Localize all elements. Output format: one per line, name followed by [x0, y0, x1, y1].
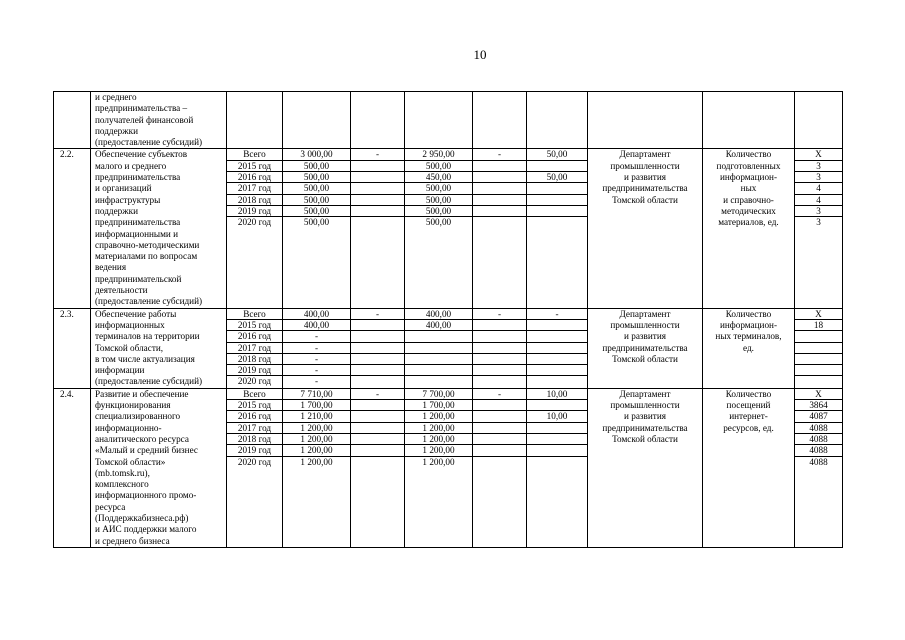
- cell-fed: [351, 149, 405, 308]
- cell: 2016 год: [227, 411, 282, 422]
- cell-extra: [527, 149, 588, 308]
- text-line: методических: [721, 205, 776, 216]
- cell: 400,00: [303, 308, 330, 319]
- indicator-values-column: [795, 149, 842, 227]
- cell-fed: [351, 308, 405, 388]
- cell: 500,00: [283, 183, 350, 194]
- cell: 1 200,00: [405, 411, 472, 422]
- cell-indicator-values: [795, 308, 843, 388]
- cell: [473, 422, 526, 433]
- cell-empty: [588, 92, 703, 149]
- cell-empty: [473, 92, 527, 149]
- cell-num: 2.2.: [54, 149, 91, 308]
- table-row: [54, 388, 843, 547]
- cell: [527, 331, 587, 342]
- cell: [405, 376, 472, 387]
- cell: 500,00: [283, 205, 350, 216]
- local-column: [473, 309, 526, 387]
- cell-total: [283, 308, 351, 388]
- cell: 500,00: [405, 217, 472, 228]
- cell-num: [54, 92, 91, 149]
- cell: 4: [795, 183, 842, 194]
- total-column: [283, 389, 350, 467]
- cell: 500,00: [283, 160, 350, 171]
- extra-budget-column: [527, 309, 587, 387]
- cell: 500,00: [283, 217, 350, 228]
- cell: 2019 год: [227, 205, 282, 216]
- text-line: интернет-: [729, 411, 768, 422]
- cell: [795, 353, 842, 364]
- cell: 4088: [795, 433, 842, 444]
- cell: [527, 400, 587, 411]
- cell: [405, 353, 472, 364]
- cell: -: [375, 388, 380, 399]
- text-line: предпринимательства –: [95, 103, 188, 114]
- cell: 1 200,00: [405, 456, 472, 467]
- cell-fed: [351, 388, 405, 547]
- cell: 50,00: [546, 149, 568, 160]
- cell: 3: [795, 172, 842, 183]
- cell: [473, 400, 526, 411]
- text-line: предпринимательства: [602, 342, 688, 353]
- cell: -: [375, 308, 380, 319]
- cell: [473, 319, 526, 330]
- indicator-values-column: [795, 309, 842, 387]
- cell-indicator-values: [795, 149, 843, 308]
- cell: 1 200,00: [405, 445, 472, 456]
- cell: 2016 год: [227, 331, 282, 342]
- text-line: Томской области,: [95, 342, 164, 353]
- cell-activity-name: [91, 388, 227, 547]
- text-line: предпринимательской: [95, 273, 182, 284]
- text-line: и среднего: [95, 92, 137, 102]
- text-line: и развития: [624, 331, 666, 342]
- text-line: информационных: [95, 319, 165, 330]
- cell: 4088: [795, 456, 842, 467]
- cell: [473, 217, 526, 228]
- cell: 2018 год: [227, 433, 282, 444]
- cell: [351, 342, 404, 353]
- text-line: Департамент: [619, 149, 671, 160]
- cell: -: [283, 342, 350, 353]
- cell: 2017 год: [227, 183, 282, 194]
- cell: [351, 160, 404, 171]
- text-line: Обеспечение субъектов: [95, 149, 188, 160]
- cell-loc: [473, 308, 527, 388]
- cell: 4087: [795, 411, 842, 422]
- text-line: Департамент: [619, 308, 671, 319]
- cell-total: [283, 388, 351, 547]
- cell: [527, 183, 587, 194]
- cell: [351, 411, 404, 422]
- text-line: Количество: [725, 308, 772, 319]
- text-line: и развития: [624, 411, 666, 422]
- federal-column: [351, 309, 404, 387]
- text-line: Количество: [725, 149, 772, 160]
- text-line: в том числе актуализация: [95, 353, 195, 364]
- cell: 2020 год: [227, 217, 282, 228]
- text-line: информационно-: [95, 422, 162, 433]
- text-line: справочно-методическими: [95, 239, 200, 250]
- cell: 400,00: [425, 308, 452, 319]
- table-row: [54, 308, 843, 388]
- text-line: инфраструктуры: [95, 194, 161, 205]
- cell: [527, 422, 587, 433]
- cell: [351, 353, 404, 364]
- text-line: материалами по вопросам: [95, 251, 198, 262]
- text-line: предпринимательства: [602, 422, 688, 433]
- cell: -: [497, 149, 502, 160]
- cell-empty: [227, 92, 283, 149]
- page-number: 10: [473, 47, 487, 62]
- cell: 500,00: [405, 205, 472, 216]
- cell: 2015 год: [227, 319, 282, 330]
- cell: 4088: [795, 422, 842, 433]
- cell: [351, 172, 404, 183]
- cell-loc: [473, 388, 527, 547]
- total-column: [283, 309, 350, 387]
- cell: 2019 год: [227, 445, 282, 456]
- cell: [351, 319, 404, 330]
- cell: -: [555, 308, 559, 319]
- cell: [795, 365, 842, 376]
- cell: 3: [795, 205, 842, 216]
- cell: Всего: [243, 149, 266, 160]
- cell: [527, 160, 587, 171]
- text-line: ресурсов, ед.: [723, 422, 774, 433]
- text-line: и среднего бизнеса: [95, 535, 170, 546]
- cell: 500,00: [405, 194, 472, 205]
- cell: 3 000,00: [300, 149, 333, 160]
- cell: 3: [795, 217, 842, 228]
- text-line: Томской области: [612, 433, 678, 444]
- text-line: промышленности: [610, 400, 680, 411]
- cell: 50,00: [527, 172, 587, 183]
- cell-total: [283, 149, 351, 308]
- text-line: (предоставление субсидий): [95, 296, 203, 307]
- program-activities-table: [53, 91, 843, 548]
- text-line: ресурса: [95, 501, 126, 512]
- text-line: ных: [740, 183, 757, 194]
- text-line: и организаций: [95, 183, 152, 194]
- cell: -: [283, 376, 350, 387]
- cell: [473, 411, 526, 422]
- cell: [351, 433, 404, 444]
- cell-num: 2.4.: [54, 388, 91, 547]
- cell: [473, 331, 526, 342]
- cell-indicator: [703, 308, 795, 388]
- text-line: Томской области: [612, 194, 678, 205]
- cell: 1 200,00: [283, 433, 350, 444]
- period-column: [227, 309, 282, 387]
- text-line: информации: [95, 365, 145, 376]
- cell-reg: [405, 388, 473, 547]
- cell-empty: [405, 92, 473, 149]
- cell-periods: [227, 149, 283, 308]
- cell: 2020 год: [227, 376, 282, 387]
- text-line: терминалов на территории: [95, 331, 200, 342]
- text-line: Развитие и обеспечение: [95, 388, 189, 399]
- cell-periods: [227, 388, 283, 547]
- cell: 500,00: [283, 172, 350, 183]
- cell: [351, 422, 404, 433]
- cell: [527, 445, 587, 456]
- cell: -: [283, 331, 350, 342]
- cell: [527, 319, 587, 330]
- cell: [473, 183, 526, 194]
- cell-activity-name: [91, 308, 227, 388]
- text-line: ных терминалов,: [715, 331, 782, 342]
- cell-num: 2.3.: [54, 308, 91, 388]
- cell: 2017 год: [227, 342, 282, 353]
- cell-empty: [527, 92, 588, 149]
- extra-budget-column: [527, 149, 587, 227]
- cell: [473, 194, 526, 205]
- cell: [405, 331, 472, 342]
- text-line: функционирования: [95, 400, 171, 411]
- cell: 7 710,00: [300, 388, 333, 399]
- cell: 1 700,00: [283, 400, 350, 411]
- text-line: поддержки: [95, 205, 138, 216]
- cell: [527, 217, 587, 228]
- cell: [473, 445, 526, 456]
- cell: Всего: [243, 388, 266, 399]
- cell-activity-name: [91, 92, 227, 149]
- cell-department: [588, 149, 703, 308]
- cell: 2015 год: [227, 400, 282, 411]
- cell: [405, 365, 472, 376]
- cell: [527, 456, 587, 467]
- cell: 7 700,00: [422, 388, 455, 399]
- cell: [473, 456, 526, 467]
- text-line: аналитического ресурса: [95, 433, 189, 444]
- cell: 2 950,00: [422, 149, 455, 160]
- text-line: информационными и: [95, 228, 179, 239]
- text-line: подготовленных: [716, 160, 781, 171]
- cell: Всего: [243, 308, 266, 319]
- text-line: и АИС поддержки малого: [95, 524, 197, 535]
- cell: 18: [795, 319, 842, 330]
- cell: 400,00: [405, 319, 472, 330]
- total-column: [283, 149, 350, 227]
- text-line: поддержки: [95, 125, 138, 136]
- cell-activity-name: [91, 149, 227, 308]
- cell: Х: [815, 149, 822, 160]
- federal-column: [351, 149, 404, 227]
- text-line: промышленности: [610, 160, 680, 171]
- cell: 1 200,00: [283, 445, 350, 456]
- text-line: Обеспечение работы: [95, 308, 177, 319]
- cell-reg: [405, 308, 473, 388]
- text-line: и справочно-: [723, 194, 774, 205]
- text-line: комплексного: [95, 479, 149, 490]
- table-row-continuation: [54, 92, 843, 149]
- text-line: специализированного: [95, 411, 181, 422]
- text-line: Томской области»: [95, 456, 166, 467]
- text-line: предпринимательства: [95, 172, 181, 183]
- local-column: [473, 389, 526, 467]
- cell: [351, 376, 404, 387]
- text-line: посещений: [726, 400, 771, 411]
- cell: 450,00: [405, 172, 472, 183]
- cell: 1 200,00: [283, 456, 350, 467]
- cell: [473, 376, 526, 387]
- cell: [351, 365, 404, 376]
- cell: -: [283, 365, 350, 376]
- cell: 2016 год: [227, 172, 282, 183]
- cell-loc: [473, 149, 527, 308]
- cell: [351, 445, 404, 456]
- cell-reg: [405, 149, 473, 308]
- cell-empty: [703, 92, 795, 149]
- cell: 4: [795, 194, 842, 205]
- cell: [795, 376, 842, 387]
- cell: [351, 400, 404, 411]
- cell: 3864: [795, 400, 842, 411]
- extra-budget-column: [527, 389, 587, 467]
- cell: [527, 433, 587, 444]
- text-line: промышленности: [610, 319, 680, 330]
- cell: 2020 год: [227, 456, 282, 467]
- cell: [351, 456, 404, 467]
- cell: [795, 331, 842, 342]
- text-line: Томской области: [612, 353, 678, 364]
- text-line: информационного промо-: [95, 490, 197, 501]
- cell-periods: [227, 308, 283, 388]
- cell: [527, 376, 587, 387]
- cell: [527, 342, 587, 353]
- cell: [527, 365, 587, 376]
- cell: [473, 365, 526, 376]
- text-line: ведения: [95, 262, 127, 273]
- cell-department: [588, 388, 703, 547]
- cell: 1 200,00: [405, 433, 472, 444]
- cell: [351, 205, 404, 216]
- cell-indicator: [703, 149, 795, 308]
- cell: 2018 год: [227, 353, 282, 364]
- regional-column: [405, 389, 472, 467]
- text-line: Количество: [725, 388, 772, 399]
- cell: [527, 194, 587, 205]
- cell: -: [375, 149, 380, 160]
- cell: 10,00: [546, 388, 568, 399]
- cell: 3: [795, 160, 842, 171]
- cell: 1 200,00: [283, 422, 350, 433]
- text-line: «Малый и средний бизнес: [95, 445, 198, 456]
- cell: 500,00: [405, 160, 472, 171]
- cell: [473, 342, 526, 353]
- cell: 10,00: [527, 411, 587, 422]
- text-line: предпринимательства: [602, 183, 688, 194]
- cell-indicator-values: [795, 388, 843, 547]
- cell: -: [497, 388, 502, 399]
- text-line: материалов, ед.: [718, 217, 779, 228]
- text-line: (Поддержкабизнеса.рф): [95, 512, 189, 523]
- cell: 500,00: [405, 183, 472, 194]
- local-column: [473, 149, 526, 227]
- period-column: [227, 389, 282, 467]
- text-line: (предоставление субсидий): [95, 376, 203, 387]
- cell: 4088: [795, 445, 842, 456]
- cell: [351, 183, 404, 194]
- text-line: (mb.tomsk.ru),: [95, 467, 150, 478]
- cell: [473, 172, 526, 183]
- cell: 2015 год: [227, 160, 282, 171]
- cell: [473, 353, 526, 364]
- cell-empty: [351, 92, 405, 149]
- cell: 1 200,00: [405, 422, 472, 433]
- cell: 500,00: [283, 194, 350, 205]
- text-line: предпринимательства: [95, 217, 181, 228]
- cell: [473, 205, 526, 216]
- cell-empty: [283, 92, 351, 149]
- text-line: информацион-: [719, 172, 778, 183]
- cell: Х: [815, 388, 822, 399]
- regional-column: [405, 149, 472, 227]
- text-line: ед.: [743, 342, 754, 353]
- cell: [405, 342, 472, 353]
- cell: [351, 194, 404, 205]
- text-line: информацион-: [719, 319, 778, 330]
- table-row: [54, 149, 843, 308]
- text-line: и развития: [624, 172, 666, 183]
- cell: 2017 год: [227, 422, 282, 433]
- cell-extra: [527, 308, 588, 388]
- cell: -: [283, 353, 350, 364]
- cell: [351, 331, 404, 342]
- indicator-values-column: [795, 389, 842, 467]
- cell-empty: [795, 92, 843, 149]
- cell: 2018 год: [227, 194, 282, 205]
- cell: [473, 160, 526, 171]
- text-line: (предоставление субсидий): [95, 137, 203, 148]
- text-line: малого и среднего: [95, 160, 167, 171]
- cell-indicator: [703, 388, 795, 547]
- cell: 400,00: [283, 319, 350, 330]
- text-line: получателей финансовой: [95, 114, 194, 125]
- federal-column: [351, 389, 404, 467]
- cell: Х: [815, 308, 822, 319]
- text-line: Департамент: [619, 388, 671, 399]
- cell: -: [497, 308, 502, 319]
- cell: 2019 год: [227, 365, 282, 376]
- cell: [527, 205, 587, 216]
- cell: [795, 342, 842, 353]
- period-column: [227, 149, 282, 227]
- cell-extra: [527, 388, 588, 547]
- cell: 1 700,00: [405, 400, 472, 411]
- cell: 1 210,00: [283, 411, 350, 422]
- regional-column: [405, 309, 472, 387]
- cell: [473, 433, 526, 444]
- cell: [351, 217, 404, 228]
- cell: [527, 353, 587, 364]
- cell-department: [588, 308, 703, 388]
- text-line: деятельности: [95, 285, 148, 296]
